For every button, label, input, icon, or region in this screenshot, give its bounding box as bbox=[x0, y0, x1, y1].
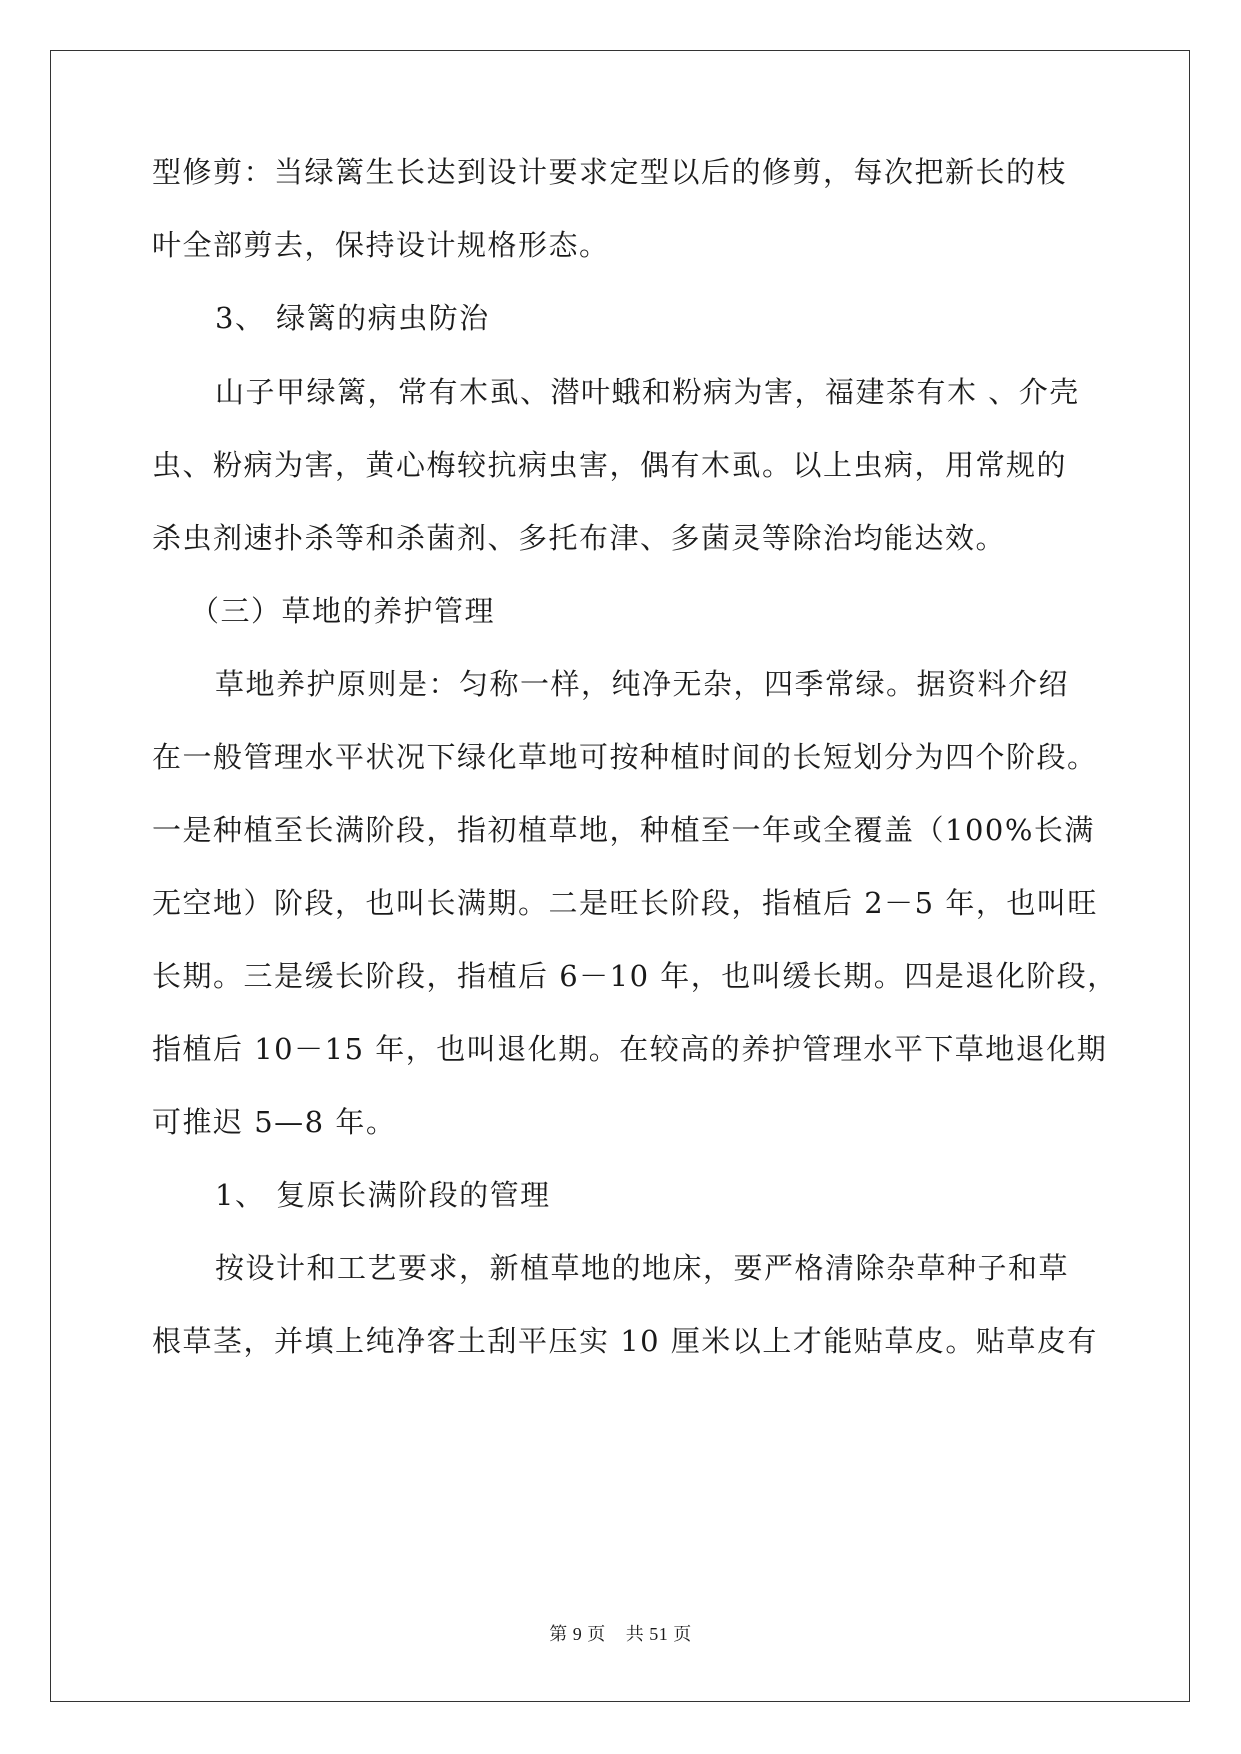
text-line-4: 山子甲绿篱，常有木虱、潜叶蛾和粉病为害，福建茶有木 、介壳 bbox=[215, 375, 1080, 409]
section-heading-1: 1、 复原长满阶段的管理 bbox=[215, 1178, 551, 1212]
text-line-8: 草地养护原则是：匀称一样，纯净无杂，四季常绿。据资料介绍 bbox=[215, 667, 1070, 701]
text-line-2: 叶全部剪去，保持设计规格形态。 bbox=[152, 228, 610, 262]
text-line-6: 杀虫剂速扑杀等和杀菌剂、多托布津、多菌灵等除治均能达效。 bbox=[152, 521, 1007, 555]
page-footer bbox=[0, 1620, 1241, 1646]
text-line-12: 长期。三是缓长阶段，指植后 6－10 年，也叫缓长期。四是退化阶段， bbox=[152, 959, 1118, 993]
section-heading-3: 3、 绿篱的病虫防治 bbox=[215, 301, 490, 335]
text-line-13: 指植后 10－15 年，也叫退化期。在较高的养护管理水平下草地退化期 bbox=[152, 1032, 1108, 1066]
section-heading-grass: （三）草地的养护管理 bbox=[190, 594, 496, 628]
text-line-5: 虫、粉病为害，黄心梅较抗病虫害，偶有木虱。以上虫病，用常规的 bbox=[152, 448, 1068, 482]
text-line-17: 根草茎，并填上纯净客土刮平压实 10 厘米以上才能贴草皮。贴草皮有 bbox=[152, 1324, 1098, 1358]
text-line-14: 可推迟 5—8 年。 bbox=[152, 1105, 397, 1139]
text-line-11: 无空地）阶段，也叫长满期。二是旺长阶段，指植后 2－5 年，也叫旺 bbox=[152, 886, 1098, 920]
text-line-10: 一是种植至长满阶段，指初植草地，种植至一年或全覆盖（100%长满 bbox=[152, 813, 1095, 847]
text-line-1: 型修剪：当绿篱生长达到设计要求定型以后的修剪，每次把新长的枝 bbox=[152, 155, 1068, 189]
text-line-16: 按设计和工艺要求，新植草地的地床，要严格清除杂草种子和草 bbox=[215, 1251, 1070, 1285]
page-number-label: 第 9 页 共 51 页 bbox=[549, 1624, 692, 1644]
text-line-9: 在一般管理水平状况下绿化草地可按种植时间的长短划分为四个阶段。 bbox=[152, 740, 1098, 774]
